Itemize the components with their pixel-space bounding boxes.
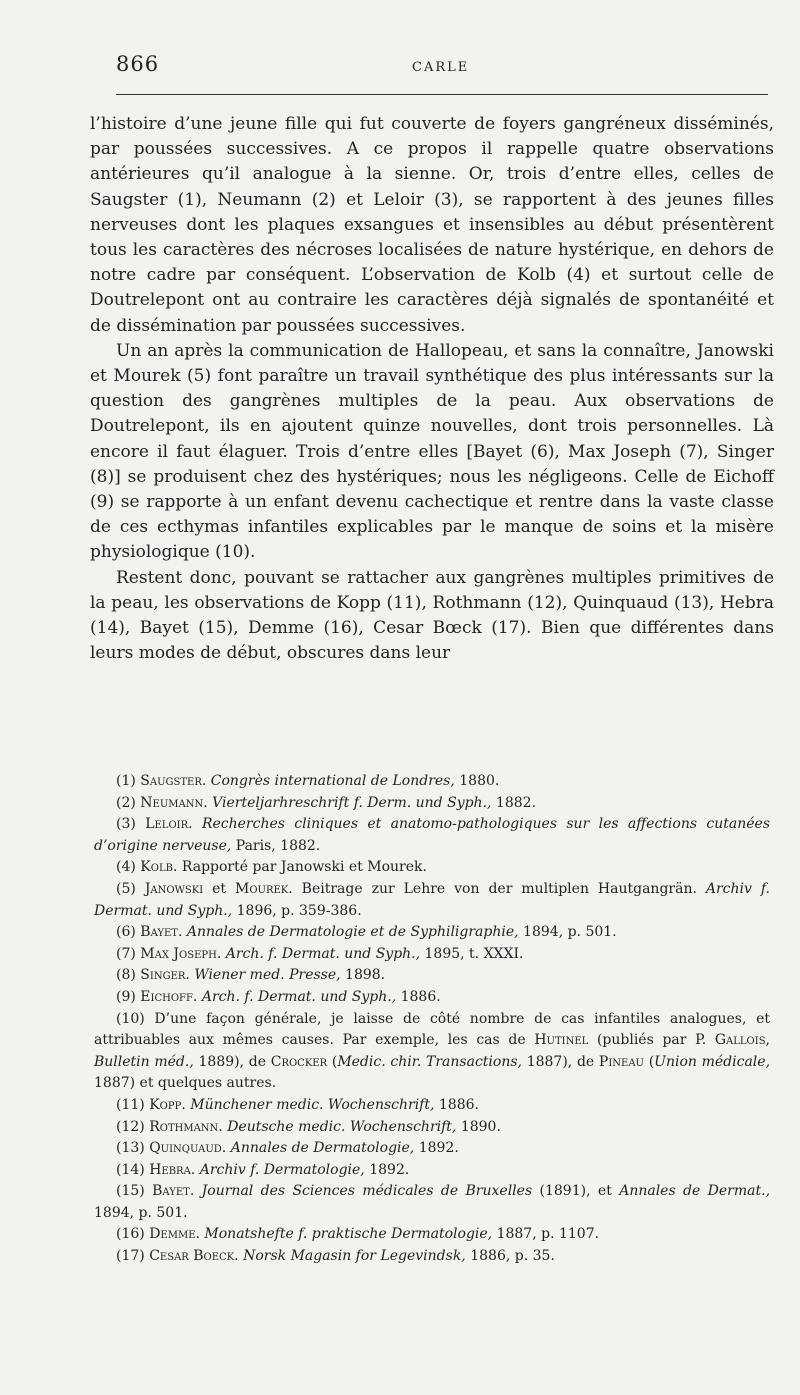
running-head: CARLE	[412, 60, 470, 75]
footnote-3: (3) Leloir. Recherches cliniques et anatomo-pathologiques sur les affections cutanées d’origine nerveuse, Paris, 1882.	[94, 816, 770, 854]
footnote-13: (13) Quinquaud. Annales de Dermatologie, 1892.	[116, 1140, 459, 1157]
footnote-4: (4) Kolb. Rapporté par Janowski et Mourek.	[116, 859, 427, 876]
paragraph-2: Un an après la communication de Hallopeau, et sans la connaître, Janowski et Mourek (5) font paraître un travail synthétique des plus intéressants sur la question des gangrènes multiples de la peau. Aux observations de Doutrelepont, ils en ajoutent quinze nouvelles, dont trois personnelles. Là encore il faut élaguer. Trois d’entre elles [Bayet (6), Max Joseph (7), Singer (8)] se produisent chez des hystériques; nous les négligeons. Celle de Eichoff (9) se rapporte à un enfant devenu cachectique et rentre dans la vaste classe de ces ecthymas infantiles explicables par le manque de soins et la misère physiologique (10).	[90, 340, 774, 563]
footnote-15: (15) Bayet. Journal des Sciences médicales de Bruxelles (1891), et Annales de Dermat., 1894, p. 501.	[94, 1183, 771, 1221]
paragraph-3: Restent donc, pouvant se rattacher aux gangrènes multiples primitives de la peau, les observations de Kopp (11), Rothmann (12), Quinquaud (13), Hebra (14), Bayet (15), Demme (16), Cesar Bœck (17). Bien que différentes dans leurs modes de début, obscures dans leur	[90, 567, 774, 664]
footnote-8: (8) Singer. Wiener med. Presse, 1898.	[116, 967, 386, 984]
body-text	[90, 112, 774, 666]
header-rule	[116, 94, 768, 95]
footnote-14: (14) Hebra. Archiv f. Dermatologie, 1892.	[116, 1161, 410, 1178]
footnote-5: (5) Janowski et Mourek. Beitrage zur Lehre von der multiplen Hautgangrän. Archiv f. Dermat. und Syph., 1896, p. 359-386.	[94, 880, 771, 919]
footnote-2: (2) Neumann. Vierteljarhreschrift f. Derm. und Syph., 1882.	[116, 794, 537, 811]
page-number: 866	[116, 52, 160, 76]
footnote-11: (11) Kopp. Münchener medic. Wochenschrift, 1886.	[116, 1096, 479, 1113]
footnote-9: (9) Eichoff. Arch. f. Dermat. und Syph., 1886.	[116, 988, 441, 1005]
footnote-1: (1) Saugster. Congrès international de Londres, 1880.	[116, 773, 500, 789]
footnotes	[94, 771, 770, 1268]
footnote-16: (16) Demme. Monatshefte f. praktische Dermatologie, 1887, p. 1107.	[116, 1226, 600, 1243]
footnote-12: (12) Rothmann. Deutsche medic. Wochenschrift, 1890.	[116, 1118, 501, 1135]
footnote-10: (10) D’une façon générale, je laisse de côté nombre de cas infantiles analogues, et attribuables aux mêmes causes. Par exemple, les cas de Hutinel (publiés par P. Gallois, Bulletin méd., 1889), de Crocker (Medic. chir. Transactions, 1887), de Pineau (Union médicale, 1887) et quelques autres.	[94, 1010, 771, 1092]
page-header	[116, 52, 766, 92]
footnote-6: (6) Bayet. Annales de Dermatologie et de Syphiligraphie, 1894, p. 501.	[116, 924, 617, 941]
paragraph-1: l’histoire d’une jeune fille qui fut couverte de foyers gangréneux disséminés, par poussées successives. A ce propos il rappelle quatre observations antérieures qu’il analogue à la sienne. Or, trois d’entre elles, celles de Saugster (1), Neumann (2) et Leloir (3), se rapportent à des jeunes filles nerveuses dont les plaques exsangues et insensibles au début présentèrent tous les caractères des nécroses localisées de nature hystérique, en dehors de notre cadre par conséquent. L’observation de Kolb (4) et surtout celle de Doutrelepont ont au contraire les caractères déjà signalés de spontanéité et de dissémination par poussées successives.	[90, 114, 774, 336]
footnote-17: (17) Cesar Boeck. Norsk Magasin for Legevindsk, 1886, p. 35.	[116, 1248, 555, 1265]
footnote-7: (7) Max Joseph. Arch. f. Dermat. und Syph., 1895, t. XXXI.	[116, 945, 524, 962]
